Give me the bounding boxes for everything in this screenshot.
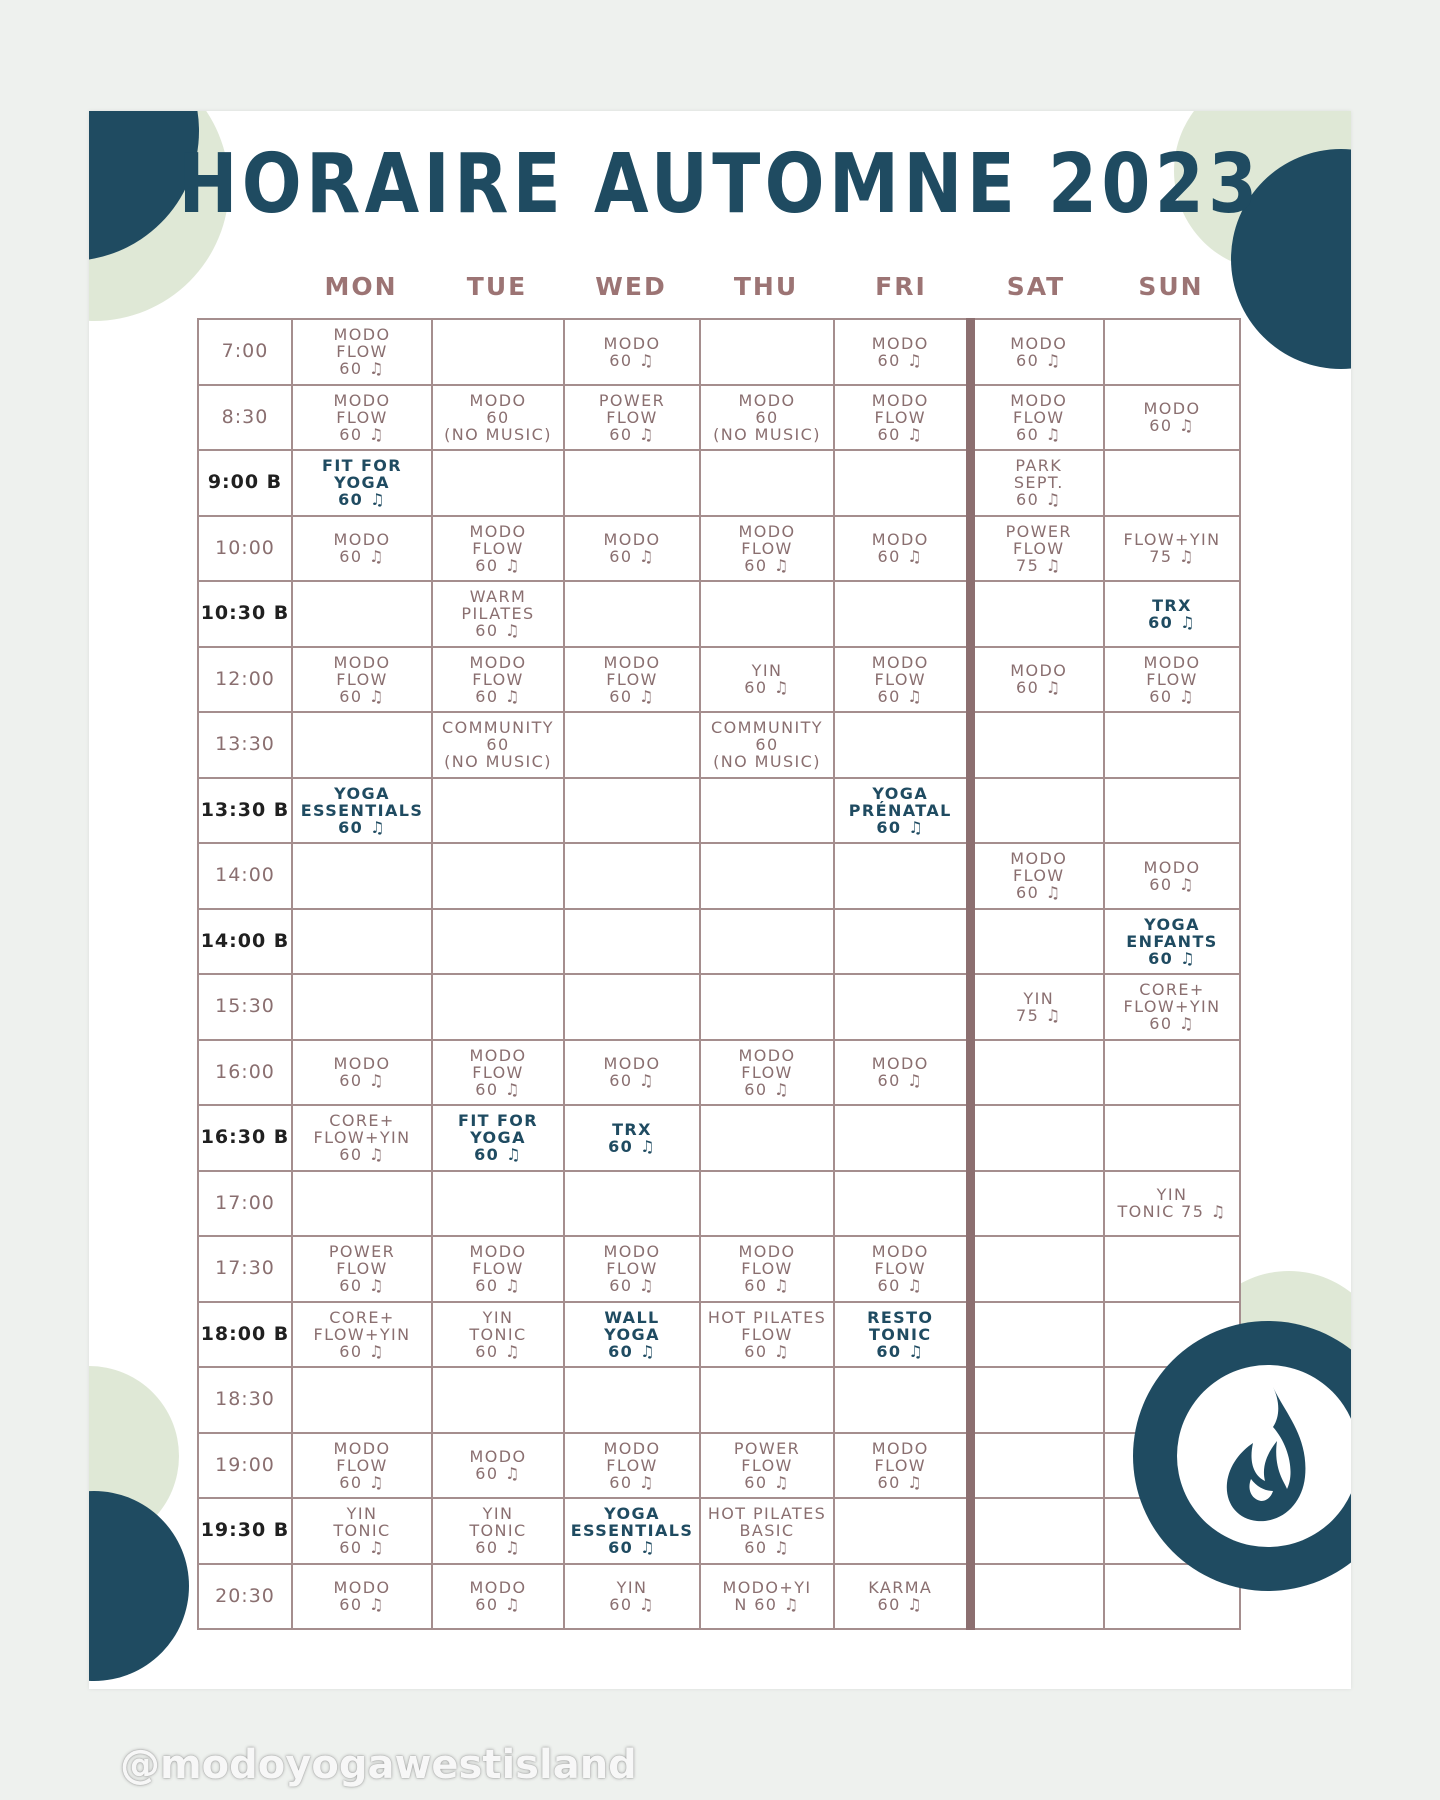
class-cell-sun: [1104, 1105, 1240, 1171]
time-cell: 16:30 B: [198, 1105, 292, 1171]
class-cell-wed: [564, 1367, 700, 1433]
time-cell: 17:30: [198, 1236, 292, 1302]
class-cell-thu: YIN 60 ♫: [700, 647, 834, 713]
class-cell-fri: MODO 60 ♫: [834, 516, 970, 582]
class-cell-sat: [970, 1040, 1104, 1106]
class-cell-wed: MODO FLOW 60 ♫: [564, 1236, 700, 1302]
class-cell-sat: [970, 1171, 1104, 1237]
time-cell: 17:00: [198, 1171, 292, 1237]
class-cell-thu: [700, 319, 834, 385]
class-cell-wed: POWER FLOW 60 ♫: [564, 385, 700, 451]
class-cell-fri: [834, 843, 970, 909]
time-cell: 12:00: [198, 647, 292, 713]
class-cell-wed: [564, 712, 700, 778]
class-cell-fri: [834, 712, 970, 778]
class-cell-sat: MODO 60 ♫: [970, 319, 1104, 385]
class-cell-mon: YOGA ESSENTIALS 60 ♫: [292, 778, 432, 844]
class-cell-sat: [970, 778, 1104, 844]
time-cell: 7:00: [198, 319, 292, 385]
class-cell-sun: [1104, 778, 1240, 844]
schedule-table: [197, 318, 1241, 1630]
class-cell-thu: MODO FLOW 60 ♫: [700, 1040, 834, 1106]
class-cell-sat: MODO FLOW 60 ♫: [970, 843, 1104, 909]
class-cell-fri: KARMA 60 ♫: [834, 1564, 970, 1630]
class-cell-mon: [292, 712, 432, 778]
class-cell-sat: [970, 581, 1104, 647]
class-cell-wed: [564, 974, 700, 1040]
schedule-row: [198, 1433, 1240, 1499]
class-cell-tue: MODO 60 ♫: [432, 1433, 564, 1499]
schedule-row: [198, 581, 1240, 647]
day-header-mon: MON: [324, 272, 398, 301]
class-cell-fri: [834, 1171, 970, 1237]
class-cell-mon: FIT FOR YOGA 60 ♫: [292, 450, 432, 516]
class-cell-fri: MODO FLOW 60 ♫: [834, 1433, 970, 1499]
day-header-thu: THU: [733, 272, 799, 301]
class-cell-sun: YOGA ENFANTS 60 ♫: [1104, 909, 1240, 975]
class-cell-fri: [834, 1367, 970, 1433]
class-cell-mon: [292, 843, 432, 909]
class-cell-tue: [432, 319, 564, 385]
class-cell-tue: [432, 843, 564, 909]
class-cell-sat: YIN 75 ♫: [970, 974, 1104, 1040]
class-cell-tue: MODO FLOW 60 ♫: [432, 647, 564, 713]
class-cell-mon: [292, 909, 432, 975]
class-cell-mon: MODO FLOW 60 ♫: [292, 1433, 432, 1499]
class-cell-fri: [834, 581, 970, 647]
class-cell-thu: [700, 1105, 834, 1171]
class-cell-fri: RESTO TONIC 60 ♫: [834, 1302, 970, 1368]
class-cell-sun: [1104, 450, 1240, 516]
time-cell: 19:00: [198, 1433, 292, 1499]
schedule-row: [198, 516, 1240, 582]
schedule-row: [198, 385, 1240, 451]
class-cell-wed: YIN 60 ♫: [564, 1564, 700, 1630]
time-cell: 10:00: [198, 516, 292, 582]
schedule-row: [198, 974, 1240, 1040]
class-cell-wed: WALL YOGA 60 ♫: [564, 1302, 700, 1368]
time-cell: 10:30 B: [198, 581, 292, 647]
time-cell: 18:30: [198, 1367, 292, 1433]
class-cell-tue: MODO FLOW 60 ♫: [432, 1236, 564, 1302]
class-cell-mon: [292, 581, 432, 647]
class-cell-tue: MODO FLOW 60 ♫: [432, 516, 564, 582]
class-cell-sat: [970, 1236, 1104, 1302]
day-header-sat: SAT: [1006, 272, 1066, 301]
schedule-row: [198, 909, 1240, 975]
class-cell-wed: YOGA ESSENTIALS 60 ♫: [564, 1498, 700, 1564]
schedule-row: [198, 1302, 1240, 1368]
class-cell-mon: MODO 60 ♫: [292, 1040, 432, 1106]
class-cell-sat: [970, 1367, 1104, 1433]
class-cell-tue: FIT FOR YOGA 60 ♫: [432, 1105, 564, 1171]
class-cell-sat: [970, 909, 1104, 975]
class-cell-tue: MODO FLOW 60 ♫: [432, 1040, 564, 1106]
class-cell-fri: [834, 909, 970, 975]
schedule-row: [198, 319, 1240, 385]
class-cell-thu: MODO 60 (NO MUSIC): [700, 385, 834, 451]
class-cell-tue: YIN TONIC 60 ♫: [432, 1302, 564, 1368]
class-cell-sun: FLOW+YIN 75 ♫: [1104, 516, 1240, 582]
class-cell-thu: [700, 581, 834, 647]
watermark-handle: @modoyogawestisland: [120, 1742, 637, 1788]
class-cell-wed: [564, 581, 700, 647]
class-cell-thu: [700, 778, 834, 844]
class-cell-thu: [700, 909, 834, 975]
class-cell-wed: [564, 843, 700, 909]
schedule-row: [198, 1171, 1240, 1237]
class-cell-fri: MODO FLOW 60 ♫: [834, 385, 970, 451]
class-cell-sun: [1104, 1040, 1240, 1106]
class-cell-fri: [834, 1105, 970, 1171]
class-cell-tue: [432, 778, 564, 844]
page-title: HORAIRE AUTOMNE 2023: [178, 137, 1262, 232]
class-cell-fri: MODO 60 ♫: [834, 1040, 970, 1106]
class-cell-fri: MODO 60 ♫: [834, 319, 970, 385]
class-cell-tue: MODO 60 (NO MUSIC): [432, 385, 564, 451]
class-cell-thu: [700, 1171, 834, 1237]
schedule-row: [198, 1564, 1240, 1630]
class-cell-tue: [432, 909, 564, 975]
class-cell-thu: [700, 450, 834, 516]
class-cell-tue: [432, 1171, 564, 1237]
schedule-row: [198, 843, 1240, 909]
class-cell-wed: MODO FLOW 60 ♫: [564, 1433, 700, 1499]
class-cell-thu: MODO FLOW 60 ♫: [700, 516, 834, 582]
class-cell-sun: TRX 60 ♫: [1104, 581, 1240, 647]
schedule-row: [198, 1367, 1240, 1433]
class-cell-thu: MODO FLOW 60 ♫: [700, 1236, 834, 1302]
class-cell-mon: [292, 1367, 432, 1433]
class-cell-thu: HOT PILATES FLOW 60 ♫: [700, 1302, 834, 1368]
class-cell-mon: [292, 1171, 432, 1237]
class-cell-sat: [970, 1433, 1104, 1499]
class-cell-tue: MODO 60 ♫: [432, 1564, 564, 1630]
class-cell-thu: [700, 1367, 834, 1433]
class-cell-wed: [564, 778, 700, 844]
class-cell-wed: TRX 60 ♫: [564, 1105, 700, 1171]
class-cell-mon: MODO 60 ♫: [292, 1564, 432, 1630]
class-cell-sat: MODO FLOW 60 ♫: [970, 385, 1104, 451]
class-cell-sat: [970, 1105, 1104, 1171]
time-cell: 19:30 B: [198, 1498, 292, 1564]
class-cell-sat: [970, 1498, 1104, 1564]
class-cell-mon: POWER FLOW 60 ♫: [292, 1236, 432, 1302]
class-cell-thu: MODO+YI N 60 ♫: [700, 1564, 834, 1630]
class-cell-tue: YIN TONIC 60 ♫: [432, 1498, 564, 1564]
class-cell-wed: MODO 60 ♫: [564, 516, 700, 582]
class-cell-sat: POWER FLOW 75 ♫: [970, 516, 1104, 582]
class-cell-thu: [700, 974, 834, 1040]
class-cell-tue: WARM PILATES 60 ♫: [432, 581, 564, 647]
class-cell-mon: YIN TONIC 60 ♫: [292, 1498, 432, 1564]
class-cell-sun: CORE+ FLOW+YIN 60 ♫: [1104, 974, 1240, 1040]
schedule-row: [198, 647, 1240, 713]
class-cell-thu: POWER FLOW 60 ♫: [700, 1433, 834, 1499]
class-cell-wed: [564, 450, 700, 516]
class-cell-mon: CORE+ FLOW+YIN 60 ♫: [292, 1302, 432, 1368]
time-cell: 14:00: [198, 843, 292, 909]
schedule-row: [198, 712, 1240, 778]
schedule-card: [89, 111, 1351, 1689]
class-cell-mon: MODO FLOW 60 ♫: [292, 385, 432, 451]
class-cell-wed: MODO 60 ♫: [564, 319, 700, 385]
time-cell: 8:30: [198, 385, 292, 451]
class-cell-mon: [292, 974, 432, 1040]
class-cell-sun: [1104, 1236, 1240, 1302]
class-cell-fri: MODO FLOW 60 ♫: [834, 647, 970, 713]
schedule-row: [198, 450, 1240, 516]
class-cell-sat: MODO 60 ♫: [970, 647, 1104, 713]
flame-icon: [1177, 1365, 1351, 1547]
class-cell-sat: [970, 712, 1104, 778]
schedule-row: [198, 1040, 1240, 1106]
class-cell-sun: [1104, 712, 1240, 778]
schedule-row: [198, 778, 1240, 844]
class-cell-tue: [432, 450, 564, 516]
class-cell-mon: CORE+ FLOW+YIN 60 ♫: [292, 1105, 432, 1171]
class-cell-fri: MODO FLOW 60 ♫: [834, 1236, 970, 1302]
time-cell: 15:30: [198, 974, 292, 1040]
class-cell-sun: [1104, 319, 1240, 385]
day-header-fri: FRI: [875, 272, 927, 301]
day-header-sun: SUN: [1138, 272, 1204, 301]
schedule-row: [198, 1105, 1240, 1171]
time-cell: 16:00: [198, 1040, 292, 1106]
class-cell-tue: [432, 974, 564, 1040]
class-cell-sun: YIN TONIC 75 ♫: [1104, 1171, 1240, 1237]
class-cell-thu: HOT PILATES BASIC 60 ♫: [700, 1498, 834, 1564]
time-cell: 9:00 B: [198, 450, 292, 516]
class-cell-fri: [834, 1498, 970, 1564]
logo-inner: [1177, 1365, 1351, 1547]
class-cell-sat: [970, 1302, 1104, 1368]
class-cell-tue: [432, 1367, 564, 1433]
class-cell-sat: [970, 1564, 1104, 1630]
class-cell-mon: MODO FLOW 60 ♫: [292, 319, 432, 385]
time-cell: 13:30 B: [198, 778, 292, 844]
class-cell-mon: MODO FLOW 60 ♫: [292, 647, 432, 713]
class-cell-mon: MODO 60 ♫: [292, 516, 432, 582]
class-cell-wed: MODO 60 ♫: [564, 1040, 700, 1106]
schedule-row: [198, 1236, 1240, 1302]
day-header-tue: TUE: [466, 272, 528, 301]
class-cell-fri: YOGA PRÉNATAL 60 ♫: [834, 778, 970, 844]
class-cell-sun: MODO 60 ♫: [1104, 843, 1240, 909]
class-cell-fri: [834, 974, 970, 1040]
time-cell: 18:00 B: [198, 1302, 292, 1368]
class-cell-fri: [834, 450, 970, 516]
schedule-row: [198, 1498, 1240, 1564]
class-cell-wed: [564, 909, 700, 975]
class-cell-thu: COMMUNITY 60 (NO MUSIC): [700, 712, 834, 778]
time-cell: 13:30: [198, 712, 292, 778]
class-cell-sun: MODO 60 ♫: [1104, 385, 1240, 451]
class-cell-sun: MODO FLOW 60 ♫: [1104, 647, 1240, 713]
time-cell: 14:00 B: [198, 909, 292, 975]
class-cell-thu: [700, 843, 834, 909]
class-cell-sat: PARK SEPT. 60 ♫: [970, 450, 1104, 516]
day-header-wed: WED: [595, 272, 667, 301]
time-cell: 20:30: [198, 1564, 292, 1630]
class-cell-wed: [564, 1171, 700, 1237]
decor-circle-bottom-left-navy: [89, 1491, 189, 1681]
class-cell-wed: MODO FLOW 60 ♫: [564, 647, 700, 713]
class-cell-tue: COMMUNITY 60 (NO MUSIC): [432, 712, 564, 778]
